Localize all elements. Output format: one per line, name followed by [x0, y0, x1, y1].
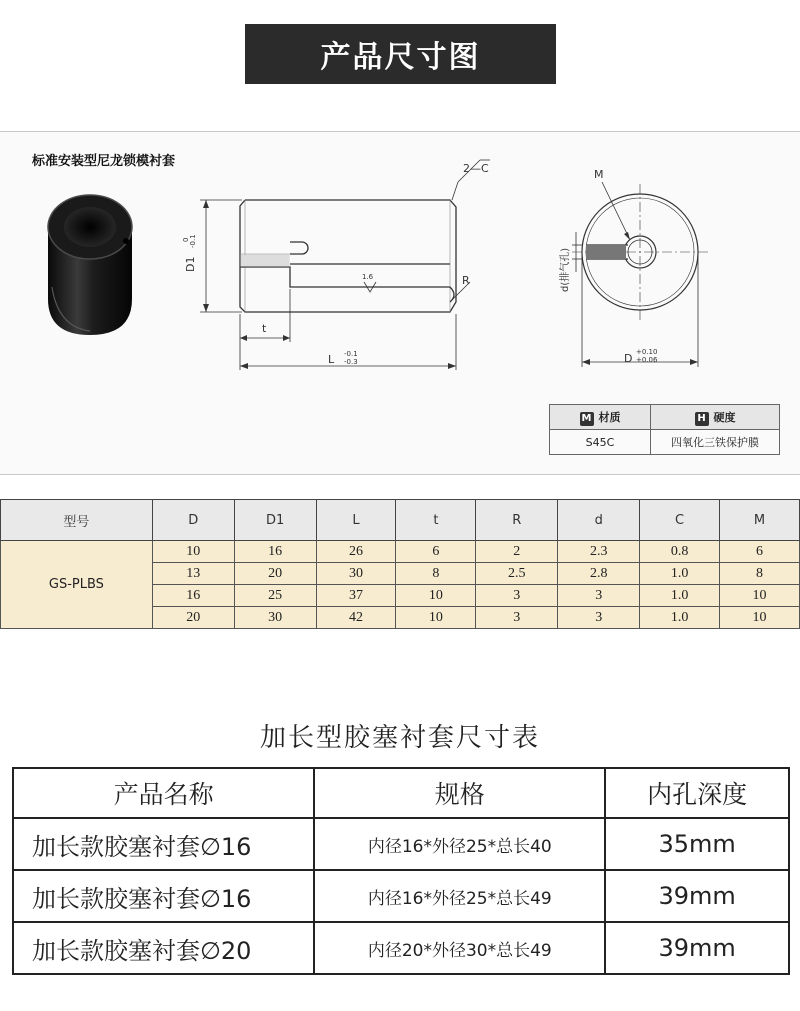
table-row	[13, 922, 789, 974]
d1-tol-bottom: -0.1	[189, 234, 197, 248]
size-table	[12, 767, 790, 975]
size-header-spec: 规格	[314, 768, 605, 818]
product-depth-cell: 35mm	[605, 818, 789, 870]
table-cell: 10	[720, 585, 800, 607]
table-cell: 30	[316, 563, 396, 585]
table-cell: 30	[234, 607, 316, 629]
material-value: S45C	[550, 430, 651, 455]
product-spec-cell: 内径20*外径30*总长49	[314, 922, 605, 974]
table-cell: 42	[316, 607, 396, 629]
technical-drawing-panel	[0, 131, 800, 475]
spec-header-d: D	[152, 500, 234, 541]
material-header	[550, 405, 651, 430]
side-view-drawing	[540, 162, 730, 382]
table-cell: 25	[234, 585, 316, 607]
table-cell: 0.8	[640, 541, 720, 563]
r-label: R	[462, 274, 470, 287]
material-header-label: 材质	[598, 410, 621, 424]
table-cell: 10	[152, 541, 234, 563]
table-cell: 3	[476, 607, 558, 629]
spec-header-m: M	[720, 500, 800, 541]
product-name-cell: 加长款胶塞衬套∅20	[13, 922, 314, 974]
table-cell: 8	[720, 563, 800, 585]
hardness-value: 四氧化三铁保护膜	[651, 430, 780, 455]
table-cell: 2.3	[558, 541, 640, 563]
spec-header-t: t	[396, 500, 476, 541]
table-cell: 37	[316, 585, 396, 607]
table-cell: 2.8	[558, 563, 640, 585]
table-cell: 20	[234, 563, 316, 585]
spec-header-vent-d: d	[558, 500, 640, 541]
spec-header-r: R	[476, 500, 558, 541]
table-cell: 6	[396, 541, 476, 563]
product-spec-cell: 内径16*外径25*总长40	[314, 818, 605, 870]
spec-header-l: L	[316, 500, 396, 541]
table-cell: 10	[720, 607, 800, 629]
table-cell: 6	[720, 541, 800, 563]
table-cell: 16	[234, 541, 316, 563]
l-tol-bottom: -0.3	[344, 358, 358, 366]
d-tol-bottom: +0.06	[636, 356, 658, 364]
table-cell: 8	[396, 563, 476, 585]
table-row	[1, 541, 800, 563]
table-row	[13, 818, 789, 870]
material-badge: M	[580, 412, 594, 426]
table-cell: 3	[558, 607, 640, 629]
table-cell: 1.0	[640, 607, 720, 629]
product-spec-cell: 内径16*外径25*总长49	[314, 870, 605, 922]
table-cell: 26	[316, 541, 396, 563]
size-table-title: 加长型胶塞衬套尺寸表	[259, 723, 540, 753]
d-tol-top: +0.10	[636, 348, 658, 356]
material-table	[549, 404, 780, 455]
product-depth-cell: 39mm	[605, 922, 789, 974]
m-label: M	[594, 168, 604, 181]
product-name-cell: 加长款胶塞衬套∅16	[13, 818, 314, 870]
size-header-depth: 内孔深度	[605, 768, 789, 818]
table-cell: 1.0	[640, 585, 720, 607]
table-cell: 10	[396, 607, 476, 629]
spec-header-row	[1, 500, 800, 541]
chamfer-label: 2—C	[463, 162, 489, 175]
table-cell: 2	[476, 541, 558, 563]
d-label: D	[624, 352, 633, 365]
table-cell: 16	[152, 585, 234, 607]
size-header-row	[13, 768, 789, 818]
spec-header-c: C	[640, 500, 720, 541]
spec-table	[0, 499, 800, 629]
table-cell: 3	[558, 585, 640, 607]
table-cell: 20	[152, 607, 234, 629]
table-cell: 1.0	[640, 563, 720, 585]
model-cell: GS-PLBS	[1, 541, 153, 629]
t-label: t	[262, 322, 267, 335]
product-name-cell: 加长款胶塞衬套∅16	[13, 870, 314, 922]
bushing-photo	[30, 187, 150, 347]
d-vent-label: d(排气孔)	[560, 247, 571, 292]
page-title-banner	[245, 24, 556, 84]
page-title: 产品尺寸图	[320, 40, 481, 75]
spec-header-d1: D1	[234, 500, 316, 541]
l-tol-top: -0.1	[344, 350, 358, 358]
hardness-badge: H	[695, 412, 709, 426]
spec-header-model: 型号	[1, 500, 153, 541]
table-cell: 3	[476, 585, 558, 607]
front-view-drawing	[180, 142, 490, 382]
d1-tol-top: 0	[182, 237, 190, 242]
d1-label: D1	[184, 256, 197, 272]
l-label: L	[328, 353, 335, 366]
size-header-name: 产品名称	[13, 768, 314, 818]
hardness-header	[651, 405, 780, 430]
drawing-title: 标准安装型尼龙锁模衬套	[32, 154, 176, 169]
table-row	[13, 870, 789, 922]
table-cell: 2.5	[476, 563, 558, 585]
roughness-label: 1.6	[362, 273, 374, 281]
product-depth-cell: 39mm	[605, 870, 789, 922]
table-cell: 13	[152, 563, 234, 585]
table-cell: 10	[396, 585, 476, 607]
hardness-header-label: 硬度	[713, 410, 736, 424]
